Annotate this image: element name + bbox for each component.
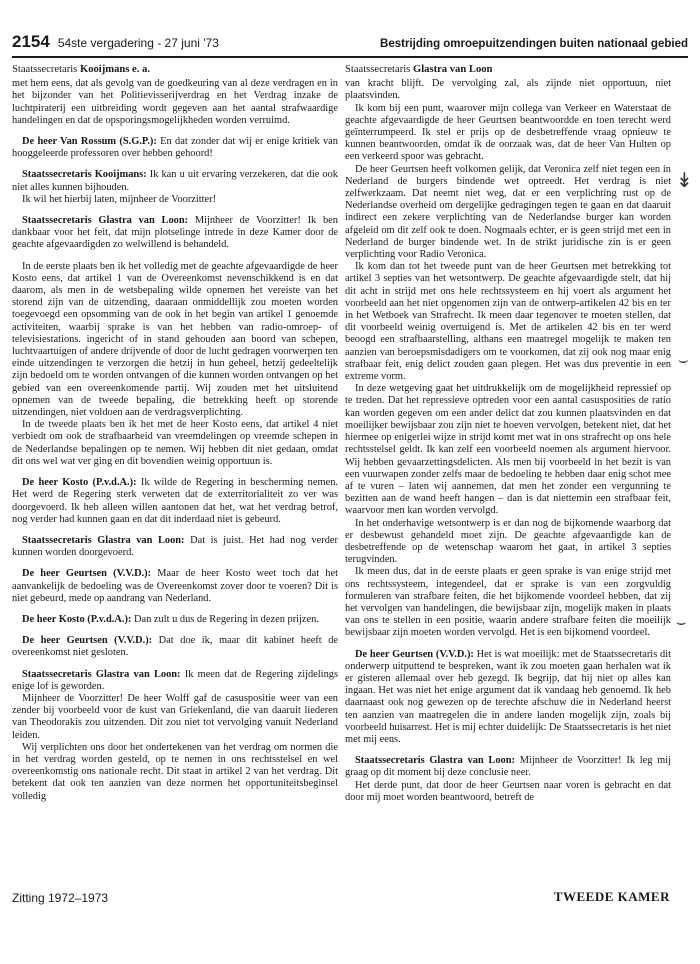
paragraph bbox=[345, 261, 671, 383]
left-column-body bbox=[12, 78, 338, 803]
speaker-name: Staatssecretaris Glastra van Loon: bbox=[22, 534, 185, 546]
paragraph-text: De heer Geurtsen heeft volkomen gelijk, dat Veronica zelf niet tegen een in Nederland de burgers bindende wet optreedt. Het verdrag is niet zelfwerkzaam. Dat neemt niet weg, dat er een verplichting rust op de Nederlandse overheid om dergelijke gedragingen tegen te gaan en dat daaruit indirect een zekere verplichting van de Nederlandse burger kan worden afgeleid om dit zelf ook te doen. Nogmaals echter, er is geen strijd met een in Nederland de burger bindende wet. In de strikt juridische zin is er geen verplichting voor Radio Veronica. bbox=[345, 163, 671, 261]
speaker-name: De heer Geurtsen (V.V.D.): bbox=[355, 648, 474, 660]
paragraph-text: Ik wilde de Regering in bescherming nemen. Het werd de Regering sterk verweten dat de exterritorialiteit zo ver was doorgevoerd. Ik heb alleen willen aantonen dat het, wat het verdrag betrof, nog verder had kunnen gaan en dat dit inderdaad niet is gebeurd. bbox=[12, 477, 338, 525]
speaker-name: Staatssecretaris Kooijmans: bbox=[22, 169, 147, 181]
paragraph bbox=[12, 136, 338, 160]
left-head-name: Kooijmans e. a. bbox=[79, 64, 151, 75]
paragraph bbox=[12, 742, 338, 803]
paragraph bbox=[12, 261, 338, 420]
paragraph-text: Ik meen dat de Regering zijdelings enige lof is geworden. bbox=[12, 668, 338, 692]
paragraph-gap bbox=[12, 127, 338, 136]
paragraph-text: En dat zonder dat wij er enige kritiek van hooggeleerde professoren over hebben gehoord! bbox=[12, 136, 338, 160]
paragraph-text: Mijnheer de Voorzitter! Ik leg mij graag op dit moment bij deze conclusie neer. bbox=[345, 755, 671, 779]
paragraph bbox=[345, 518, 671, 567]
paragraph-gap bbox=[12, 559, 338, 568]
paragraph bbox=[12, 693, 338, 742]
paragraph-text: Dat is juist. Het had nog verder kunnen worden doorgevoerd. bbox=[12, 534, 338, 559]
paragraph bbox=[345, 78, 671, 102]
chamber-label: TWEEDE KAMER bbox=[553, 889, 670, 904]
paragraph-gap bbox=[345, 640, 671, 649]
right-column-body bbox=[345, 78, 671, 804]
paragraph-text: In deze wetgeving gaat het uitdrukkelijk om de mogelijkheid repressief op te treden. Dat het repressieve optreden voor een aantal casusposities de ratio kan worden gegeven om een ander delict dat zou kunnen plaatsvinden en dat moeilijker bewijsbaar zou zijn niet te hoeven vervolgen, betekent niet, dat het hiermee op enigerlei wijze in strijd komt met wat in ons strafrecht op ons hele rechtsstelsel geldt. Ik kan zelf een voorbeeld noemen als argument hiervoor. Wij hebben gevaarzettingsdelicten. Als men bij voorbeeld in het bezit is van een vuurwapen zonder zelfs maar de bedoeling te hebben daar enig schot mee af te vuren – laten wij aannemen, dat men het zonder een vergunning te bezitten aan de wand heeft hangen – dan is dat niettemin een strafbaar feit, waarvoor men kan worden vervolgd. bbox=[345, 383, 671, 517]
speaker-name: Staatssecretaris Glastra van Loon: bbox=[22, 215, 189, 227]
paragraph-text: Het derde punt, dat door de heer Geurtsen naar voren is gebracht en dat door mij moet worden beantwoord, betreft de bbox=[345, 779, 671, 803]
paragraph bbox=[12, 477, 338, 526]
speaker-name: De heer Geurtsen (V.V.D.): bbox=[22, 635, 153, 647]
paragraph-text: Ik kan u uit ervaring verzekeren, dat die ook niet alles kunnen bijhouden. bbox=[12, 169, 338, 193]
handwritten-check-mark-icon: ↡ bbox=[676, 168, 693, 192]
paragraph bbox=[345, 103, 671, 164]
paragraph bbox=[12, 419, 338, 468]
left-head-prefix: Staatssecretaris bbox=[12, 64, 78, 75]
right-head-prefix: Staatssecretaris bbox=[345, 64, 411, 75]
paragraph bbox=[12, 535, 338, 559]
speaker-name: De heer Geurtsen (V.V.D.): bbox=[22, 568, 152, 580]
paragraph-text: Ik kom dan tot het tweede punt van de heer Geurtsen met betrekking tot artikel 3 septies van het wetsontwerp. De geachte afgevaardigde stelt, dat hij dit acht in strijd met ons hele rechtssysteem en hij voert als argument het voorbeeld aan het niet opgenomen zijn van de ontwerp-artikelen 42 bis en ter in het Wetboek van Strafrecht. Ik meen daar tegenover te moeten stellen, dat dit voorbeeld weinig overtuigend is. Met de artikelen 42 bis en ter werd beoogd een strafbaarstelling, althans een maatregel mogelijk te maken ten aanzien van beroepsmisdadigers om te voorkomen, dat zij ook nog maar enig strafbaar feit, enig delict zouden gaan plegen. Het was dus preventie in een extreme vorm. bbox=[345, 261, 671, 383]
paragraph-text: Ik kom bij een punt, waarover mijn collega van Verkeer en Waterstaat de geachte afgevaardigde de heer Geurtsen beantwoordde en toen terecht werd geïnterrumpeerd. Ik stel er prijs op de desbetreffende vraag opnieuw te kunnen beantwoorden, omdat ik de oorzaak was, dat de heer Van Hulten op een verkeerd spoor was gebracht. bbox=[345, 102, 671, 163]
paragraph-text: Dan zult u dus de Regering in dezen prijzen. bbox=[131, 613, 319, 625]
paragraph-text: In het onderhavige wetsontwerp is er dan nog de bijkomende waarborg dat er desbewust gehandeld moet zijn. De geachte afgevaardigde kan de desbetreffende op de wetenschap waarom het gaat, in artikel 3 septies terugvinden. bbox=[345, 517, 671, 566]
paragraph-text: Ik wil het hierbij laten, mijnheer de Voorzitter! bbox=[22, 193, 217, 205]
paragraph-gap bbox=[12, 660, 338, 669]
speaker-name: Staatssecretaris Glastra van Loon: bbox=[22, 668, 181, 680]
paragraph bbox=[12, 635, 338, 659]
paragraph-text: van kracht blijft. De vervolging zal, als zijnde niet opportuun, niet plaatsvinden. bbox=[345, 78, 671, 102]
speaker-name: De heer Kosto (P.v.d.A.): bbox=[22, 613, 132, 625]
paragraph-gap bbox=[345, 746, 671, 755]
paragraph-text: Het is wat moeilijk: met de Staatssecretaris dit onderwerp uitputtend te bespreken, want ik zou moeten gaan herhalen wat ik er gisteren allemaal over heb gezegd. Ik begrijp, dat hij niet op alles kan ingaan. Het was niet het enige argument dat ik vandaag heb genoemd. Ik heb daarnaast ook nog gewezen op de terechte afschuw die in Nederland heerst ten aanzien van maatregelen die in andere landen mogelijk zijn, zoals bij voorbeeld huisarrest. Het is mij echter duidelijk: De Staatssecretaris is het niet met mij eens. bbox=[345, 648, 671, 745]
speaker-name: Staatssecretaris Glastra van Loon: bbox=[355, 755, 515, 767]
parenthesis-mark-icon: ⌣ bbox=[678, 350, 689, 369]
paragraph-text: Wij verplichten ons door het ondertekenen van het verdrag om normen die in het verdrag worden gesteld, op te nemen in ons rechtsstelsel en wel overeenkomstig ons nationale recht. Dit staat in artikel 2 van het verdrag. Dit betekent dat ook ten aanzien van deze normen het opportuniteitsbeginsel volledig bbox=[12, 741, 338, 802]
paragraph-gap bbox=[12, 605, 338, 614]
paragraph-text: Mijnheer de Voorzitter! Ik ben dankbaar voor het feit, dat mijn plotselinge intrede in deze Kamer door de geachte afgevaardigden zo welwillend is behandeld. bbox=[12, 215, 338, 251]
paragraph-text: Mijnheer de Voorzitter! De heer Wolff gaf de casuspositie weer van een zender bij voorbeeld voor de kust van Griekenland, die van daaruit liederen van Theodorakis zou uitzenden. Dit zou niet tot vervolging vanuit Nederland leiden. bbox=[12, 692, 338, 741]
paragraph-gap bbox=[12, 206, 338, 215]
parenthesis-mark-icon: ⌣ bbox=[676, 612, 687, 631]
paragraph bbox=[12, 169, 338, 193]
page-header bbox=[12, 32, 688, 54]
speaker-name: De heer Kosto (P.v.d.A.): bbox=[22, 477, 137, 489]
paragraph bbox=[12, 78, 338, 127]
speaker-name: De heer Van Rossum (S.G.P.): bbox=[22, 136, 157, 148]
paragraph-text: met hem eens, dat als gevolg van de goedkeuring van al deze verdragen en in het bijzonder van het Politievisserijverdrag en het Verdrag inzake de luchtpiraterij een uitbreiding wordt gegeven aan het aantal strafwaardige handelingen en dat de opsporingsmogelijkheden worden verruimd. bbox=[12, 78, 338, 126]
page-number: 2154 bbox=[12, 32, 50, 51]
right-column bbox=[345, 64, 671, 874]
paragraph bbox=[345, 383, 671, 517]
paragraph-text: Dat doe ik, maar dit kabinet heeft de overeenkomst niet gesloten. bbox=[12, 635, 338, 659]
paragraph bbox=[345, 780, 671, 804]
paragraph-text: In de eerste plaats ben ik het volledig met de geachte afgevaardigde de heer Kosto eens, dat artikel 1 van de Overeenkomst nevenschikkend is en dat daarom, als men in de wetsbepaling wilde opnemen het vereiste van het storend zijn van de uitzending, daaraan onmiddellijk zou moeten worden toegevoegd een opsomming van de ook in het begin van artikel 1 genoemde activiteiten, waarbij sprake is van het hebben van radio-omroep- of televisiestations. ingericht of in stand gehouden aan boord van schepen, luchtvaartuigen of andere drijvende of door de lucht gedragen voorwerpen ten einde uitzendingen te verzorgen die hetzij in hun geheel, hetzij gedeeltelijk zijn bedoeld om te worden ontvangen of die kunnen worden ontvangen op het gebied van een overeenkomende partij. Wij zouden met het uitsluitend opnemen van de tweede bepaling, die betrekking heeft op storende uitzendingen, niet voldoen aan de verdragsverplichting. bbox=[12, 260, 338, 419]
paragraph-gap bbox=[12, 626, 338, 635]
paragraph-gap bbox=[12, 252, 338, 261]
paragraph bbox=[12, 215, 338, 252]
paragraph-gap bbox=[12, 526, 338, 535]
paragraph-text: Maar de heer Kosto weet toch dat het aanvankelijk de bedoeling was de Overeenkomst zover door te voeren? Dit is niet gebeurd, mede op aandrang van Nederland. bbox=[12, 568, 338, 604]
left-column-head bbox=[12, 64, 338, 76]
paragraph-text: Ik meen dus, dat in de eerste plaats er geen sprake is van enige strijd met ons rechtssysteem, integendeel, dat er sprake is van een zorgvuldig formuleren van strafbare feiten, die het bijkomende voordeel hebben, dat zij het vervolgen van handelingen, die bewijsbaar zijn, mogelijk maken in plaats van ons te stellen in een positie, waarin andere strafbare feiten die moeilijk bewijsbaar zijn moeten worden vervolgd. Het is een bijkomend voordeel. bbox=[345, 566, 671, 639]
paragraph bbox=[12, 194, 338, 206]
header-rule bbox=[12, 56, 688, 58]
paragraph bbox=[345, 649, 671, 747]
paragraph bbox=[345, 755, 671, 779]
paragraph-gap bbox=[12, 160, 338, 169]
paragraph bbox=[345, 566, 671, 639]
paragraph bbox=[12, 568, 338, 605]
right-head-name: Glastra van Loon bbox=[412, 64, 493, 75]
paragraph bbox=[12, 669, 338, 693]
session-label: Zitting 1972–1973 bbox=[12, 891, 109, 905]
left-column bbox=[12, 64, 338, 874]
paragraph bbox=[345, 164, 671, 262]
paragraph bbox=[12, 614, 338, 626]
paragraph-gap bbox=[12, 468, 338, 477]
paragraph-text: In de tweede plaats ben ik het met de heer Kosto eens, dat artikel 4 niet verbiedt om ook de strafbaarheid van vreemdelingen op vreemde schepen in de Nederlandse bepalingen op te nemen. Wij hebben dit niet gedaan, omdat dit ons wel wat ver ging en dit bovendien weinig opportuun is. bbox=[12, 419, 338, 467]
running-title: Bestrijding omroepuitzendingen buiten nationaal gebied bbox=[380, 38, 688, 50]
meeting-date: 54ste vergadering - 27 juni '73 bbox=[57, 36, 219, 50]
right-column-head bbox=[345, 64, 671, 76]
